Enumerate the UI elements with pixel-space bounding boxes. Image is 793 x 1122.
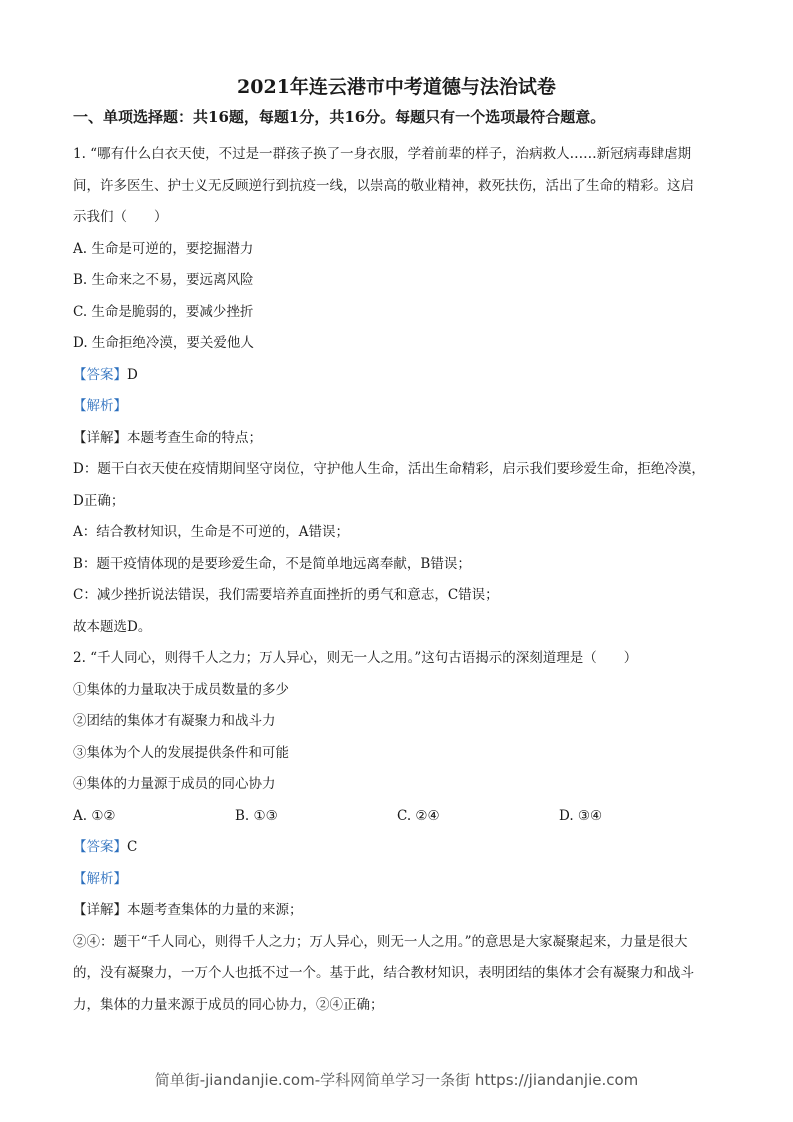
- q2-statement: ④集体的力量源于成员的同心协力: [73, 776, 276, 792]
- section-heading: 一、单项选择题：共16题，每题1分，共16分。每题只有一个选项最符合题意。: [73, 108, 606, 126]
- q1-option-c: C. 生命是脆弱的，要减少挫折: [73, 303, 254, 320]
- page-footer: 简单街-jiandanjie.com-学科网简单学习一条街 https://jiandanjie.com: [154, 1071, 639, 1089]
- analysis-tag: 【解析】: [73, 398, 127, 414]
- q1-stem-line: 示我们（ ）: [73, 209, 168, 225]
- q2-detail-line: ②④：题干“千人同心，则得千人之力；万人异心，则无一人之用。”的意思是大家凝聚起来，力量是很大: [73, 933, 688, 950]
- q1-detail-line: A：结合教材知识，生命是不可逆的，A错误；: [73, 524, 349, 540]
- q2-statement: ①集体的力量取决于成员数量的多少: [73, 681, 289, 698]
- q2-detail: [73, 895, 723, 927]
- q1-detail-line: B：题干疫情体现的是要珍爱生命，不是简单地远离奉献，B错误；: [73, 555, 471, 572]
- answer-tag: 【答案】: [73, 839, 127, 855]
- answer-value: C: [127, 839, 138, 855]
- q1-stem-line: 间，许多医生、护士义无反顾逆行到抗疫一线，以崇高的敬业精神，救死扶伤，活出了生命的精彩。这启: [73, 177, 694, 194]
- q2-stem: 2. “千人同心，则得千人之力；万人异心，则无一人之用。”这句古语揭示的深刻道理是（ ）: [73, 650, 638, 666]
- q1-stem-line: 1. “哪有什么白衣天使，不过是一群孩子换了一身衣服，学着前辈的样子，治病救人……新冠病毒肆虐期: [73, 146, 692, 162]
- q1-analysis: [73, 391, 723, 423]
- q1-option-d: D. 生命拒绝冷漠，要关爱他人: [73, 335, 254, 351]
- q2-answer: [73, 832, 723, 864]
- answer-tag: 【答案】: [73, 366, 127, 383]
- detail-text: 本题考查集体的力量的来源；: [127, 902, 303, 918]
- q2-statement: ③集体为个人的发展提供条件和可能: [73, 744, 289, 761]
- q2-detail-line: 的，没有凝聚力，一万个人也抵不过一个。基于此，结合教材知识，表明团结的集体才会有凝聚力和战斗: [73, 965, 694, 981]
- q2-option-a: A. ①②: [73, 807, 116, 824]
- q2-statement: ②团结的集体才有凝聚力和战斗力: [73, 713, 276, 729]
- q1-detail-line: D：题干白衣天使在疫情期间坚守岗位，守护他人生命，活出生命精彩，启示我们要珍爱生命，拒绝冷漠，: [73, 461, 705, 477]
- q1-detail-line: C：减少挫折说法错误，我们需要培养直面挫折的勇气和意志，C错误；: [73, 587, 499, 603]
- q2-option-b: B. ①③: [235, 807, 278, 824]
- q1-option-a: A. 生命是可逆的，要挖掘潜力: [73, 240, 254, 257]
- q2-analysis: [73, 864, 723, 896]
- q1-detail-line: 故本题选D。: [73, 618, 152, 635]
- answer-value: D: [127, 366, 138, 383]
- q2-detail-line: 力，集体的力量来源于成员的同心协力，②④正确；: [73, 996, 384, 1013]
- detail-text: 本题考查生命的特点；: [127, 429, 262, 446]
- q1-option-b: B. 生命来之不易，要远离风险: [73, 272, 254, 288]
- analysis-tag: 【解析】: [73, 870, 127, 887]
- q1-detail-line: D正确；: [73, 492, 125, 509]
- detail-tag: 【详解】: [73, 902, 127, 918]
- q2-option-d: D. ③④: [559, 807, 603, 824]
- document-body: [73, 139, 723, 1021]
- q1-detail: [73, 423, 723, 455]
- detail-tag: 【详解】: [73, 429, 127, 446]
- q2-options: [73, 801, 723, 833]
- page-title: 2021年连云港市中考道德与法治试卷: [237, 76, 556, 98]
- q1-answer: [73, 360, 723, 392]
- q2-option-c: C. ②④: [397, 807, 440, 824]
